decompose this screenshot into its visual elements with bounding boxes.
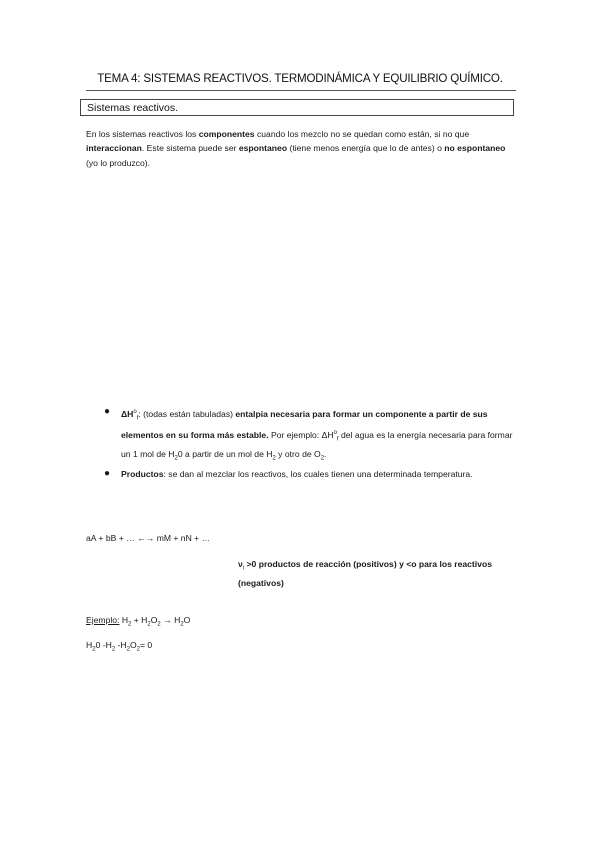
page-title: TEMA 4: SISTEMAS REACTIVOS. TERMODINÁMICA Y EQUILIBRIO QUÍMICO. bbox=[97, 72, 503, 85]
example-t5: O bbox=[183, 615, 191, 625]
example-s2: 2 bbox=[147, 621, 151, 628]
bullet1-sub-2: f bbox=[336, 436, 339, 443]
bullet2-bold-productos: Productos bbox=[121, 468, 164, 479]
bullet1-text-4: 0 a partir de un mol de H bbox=[177, 448, 273, 459]
intro-paragraph bbox=[86, 127, 516, 170]
intro-bold-espontaneo: espontaneo bbox=[238, 143, 288, 154]
intro-bold-interaccionan: interaccionan bbox=[86, 143, 142, 154]
stoichiometric-note bbox=[238, 557, 518, 590]
bullet1-sup-2: o bbox=[333, 429, 337, 436]
example-t3: O bbox=[150, 615, 158, 625]
example-t2: + H bbox=[131, 615, 148, 625]
bullet1-text-3: del agua es la energía necesaria para formar un 1 mol de H bbox=[121, 429, 513, 459]
list-item-entalpia bbox=[104, 405, 514, 466]
reaction-equation: aA + bB + … ←→ mM + nN + … bbox=[86, 533, 211, 543]
section-heading: Sistemas reactivos. bbox=[80, 99, 514, 116]
intro-text-2: cuando los mezclo no se quedan como están, si no que bbox=[254, 129, 470, 139]
eq2-t5: = 0 bbox=[140, 640, 153, 650]
eq2-s4: 2 bbox=[136, 646, 140, 653]
intro-text-5: (yo lo produzco). bbox=[86, 157, 151, 168]
example-s3: 2 bbox=[157, 621, 161, 628]
eq2-t4: O bbox=[129, 640, 137, 650]
bullet1-text-6: . bbox=[324, 448, 327, 459]
list-item-productos bbox=[104, 467, 514, 481]
delta-h-symbol: ΔH bbox=[121, 408, 134, 419]
intro-bold-componentes: componentes bbox=[198, 129, 255, 139]
intro-text-4: (tiene menos energía que lo de antes) o bbox=[287, 143, 445, 154]
bullet-list bbox=[104, 405, 514, 482]
bullet-dot: ● bbox=[104, 406, 111, 417]
eq2-s2: 2 bbox=[111, 646, 116, 653]
delta-h-sup: o bbox=[133, 409, 137, 415]
bullet1-text-2: Por ejemplo: ΔH bbox=[268, 429, 334, 440]
nu-sub: i bbox=[242, 565, 245, 572]
example-s4: 2 bbox=[180, 621, 184, 628]
example-label: Ejemplo: bbox=[86, 615, 120, 625]
bullet-dot: ● bbox=[104, 467, 111, 479]
eq2-s1: 2 bbox=[92, 646, 96, 653]
note-bold-text: >0 productos de reacción (positivos) y <o para los reactivos (negativos) bbox=[238, 559, 492, 589]
bullet1-bold-definition: entalpia necesaria para formar un componente a partir de sus elementos en su forma más estable. bbox=[121, 408, 488, 440]
title-underline bbox=[86, 90, 516, 91]
bullet1-text-5: y otro de O bbox=[275, 448, 321, 459]
example-t4: → H bbox=[160, 615, 181, 625]
intro-text-1: En los sistemas reactivos los bbox=[86, 129, 199, 139]
delta-h-sub: f bbox=[136, 415, 139, 422]
bullet1-sub-3: 2 bbox=[174, 455, 178, 462]
bullet1-sub-5: 2 bbox=[320, 455, 325, 462]
example-line bbox=[86, 615, 190, 628]
eq2-t2: 0 -H bbox=[95, 640, 112, 650]
example-s1: 2 bbox=[128, 621, 132, 628]
bullet2-text: : se dan al mezclar los reactivos, los cuales tienen una determinada temperatura. bbox=[163, 468, 473, 479]
eq2-t1: H bbox=[86, 640, 93, 650]
example-t1: H bbox=[119, 615, 129, 625]
bullet1-text-1: : (todas están tabuladas) bbox=[138, 408, 236, 419]
eq2-t3: -H bbox=[115, 640, 127, 650]
intro-text-3: . Este sistema puede ser bbox=[141, 143, 239, 154]
eq2-s3: 2 bbox=[126, 646, 130, 653]
balance-equation bbox=[86, 640, 152, 653]
intro-bold-no-espontaneo: no espontaneo bbox=[444, 143, 506, 154]
bullet1-sub-4: 2 bbox=[272, 455, 276, 462]
nu-symbol: ν bbox=[238, 559, 243, 569]
